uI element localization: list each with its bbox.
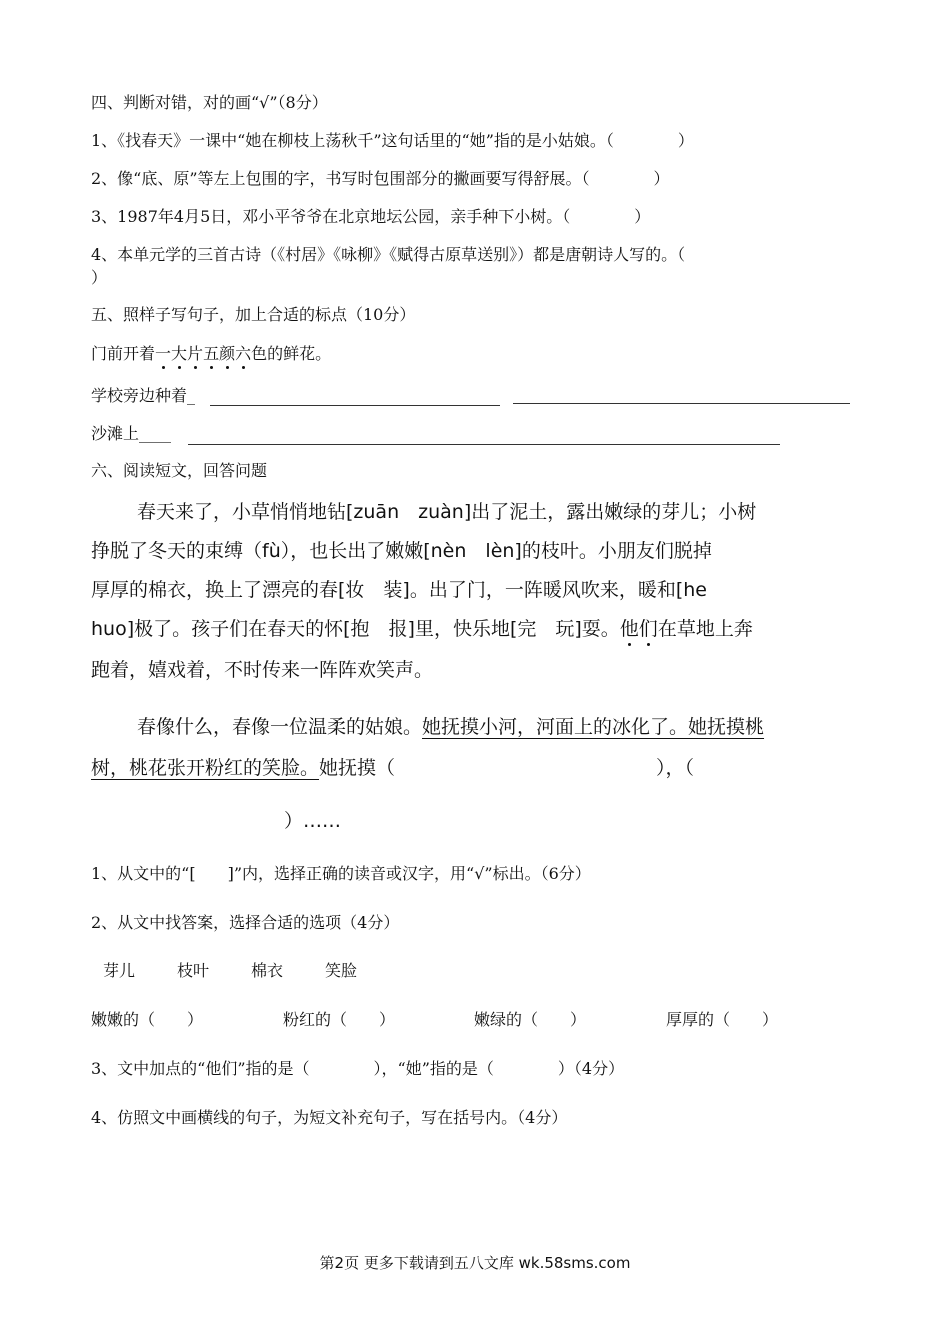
p2-line2-after: 她抚摸（ (319, 757, 396, 779)
example-before: 门前开着 (91, 344, 156, 363)
section6-q3: 3、文中加点的“他们”指的是（ ），“她”指的是（ ）（4分） (91, 1059, 625, 1078)
section4-title: 四、判断对错，对的画“√”（8分） (91, 93, 328, 112)
example-after: 色的鲜花。 (251, 344, 332, 363)
fill-item: 嫩嫩的（ ） (91, 1010, 204, 1029)
section4-q4-line1: 4、本单元学的三首古诗（《村居》《咏柳》《赋得古原草送别》）都是唐朝诗人写的。（ (91, 245, 686, 264)
passage-p1-line4 (91, 616, 753, 642)
fill-item: 厚厚的（ ） (666, 1010, 779, 1029)
section5-title: 五、照样子写句子，加上合适的标点（10分） (91, 305, 416, 324)
p1-line4-after: 在草地上奔 (657, 618, 753, 640)
dotted-char: 颜 (219, 344, 236, 363)
answer-line-2-prompt: 沙滩上____ (91, 424, 172, 443)
option-item: 枝叶 (177, 961, 210, 980)
fill-item: 粉红的（ ） (283, 1010, 396, 1029)
passage-p2-line1 (137, 714, 764, 740)
dotted-char: 们 (638, 618, 658, 640)
section4-q1: 1、《找春天》一课中“她在柳枝上荡秋千”这句话里的“她”指的是小姑娘。（ ） (91, 131, 694, 150)
section4-q4-line2: ） (91, 268, 108, 287)
p1-line4-before: huo]极了。孩子们在春天的怀[抱 报]里，快乐地[完 玩]耍。 (91, 618, 620, 640)
section5-example (91, 344, 331, 364)
dotted-char: 他 (619, 618, 639, 640)
passage-p1-line2: 挣脱了冬天的束缚（fù），也长出了嫩嫩[nèn lèn]的枝叶。小朋友们脱掉 (91, 540, 712, 562)
section6-q1: 1、从文中的“[ ]”内，选择正确的读音或汉字，用“√”标出。（6分） (91, 864, 591, 883)
underlined-sentence: 树，桃花张开粉红的笑脸。 (91, 757, 320, 779)
underlined-sentence: 她抚摸小河，河面上的冰化了。她抚摸桃 (422, 716, 765, 738)
passage-p2-line2-close: ），（ (656, 757, 695, 779)
answer-blank[interactable] (513, 403, 850, 404)
section4-q3: 3、1987年4月5日，邓小平爷爷在北京地坛公园，亲手种下小树。（ ） (91, 207, 651, 226)
option-list (103, 961, 399, 981)
section6-q2: 2、从文中找答案，选择合适的选项（4分） (91, 913, 400, 932)
dotted-char: 片 (187, 344, 204, 363)
dotted-char: 六 (235, 344, 252, 363)
p2-line1-before: 春像什么，春像一位温柔的姑娘。 (137, 716, 423, 738)
passage-p2-line3: ）…… (284, 810, 342, 832)
section6-q4: 4、仿照文中画横线的句子，为短文补充句子，写在括号内。（4分） (91, 1108, 568, 1127)
answer-blank[interactable] (210, 405, 500, 406)
section6-title: 六、阅读短文，回答问题 (91, 461, 268, 480)
dotted-char: 五 (203, 344, 220, 363)
option-item: 笑脸 (325, 961, 358, 980)
answer-line-1-prompt: 学校旁边种着_ (91, 386, 196, 405)
passage-p1-line1: 春天来了，小草悄悄地钻[zuān zuàn]出了泥土，露出嫩绿的芽儿；小树 (137, 501, 757, 523)
passage-p2-line2 (91, 755, 395, 781)
answer-blank[interactable] (188, 444, 780, 445)
passage-p1-line5: 跑着，嬉戏着，不时传来一阵阵欢笑声。 (91, 659, 434, 681)
dotted-char: 一 (155, 344, 172, 363)
dotted-char: 大 (171, 344, 188, 363)
passage-p1-line3: 厚厚的棉衣，换上了漂亮的春[妆 装]。出了门，一阵暖风吹来，暖和[he (91, 579, 707, 601)
option-item: 棉衣 (251, 961, 284, 980)
page-footer: 第2页 更多下载请到五八文库 wk.58sms.com (319, 1254, 631, 1272)
section4-q2: 2、像“底、原”等左上包围的字，书写时包围部分的撇画要写得舒展。（ ） (91, 169, 670, 188)
option-item: 芽儿 (103, 961, 136, 980)
fill-item: 嫩绿的（ ） (474, 1010, 587, 1029)
